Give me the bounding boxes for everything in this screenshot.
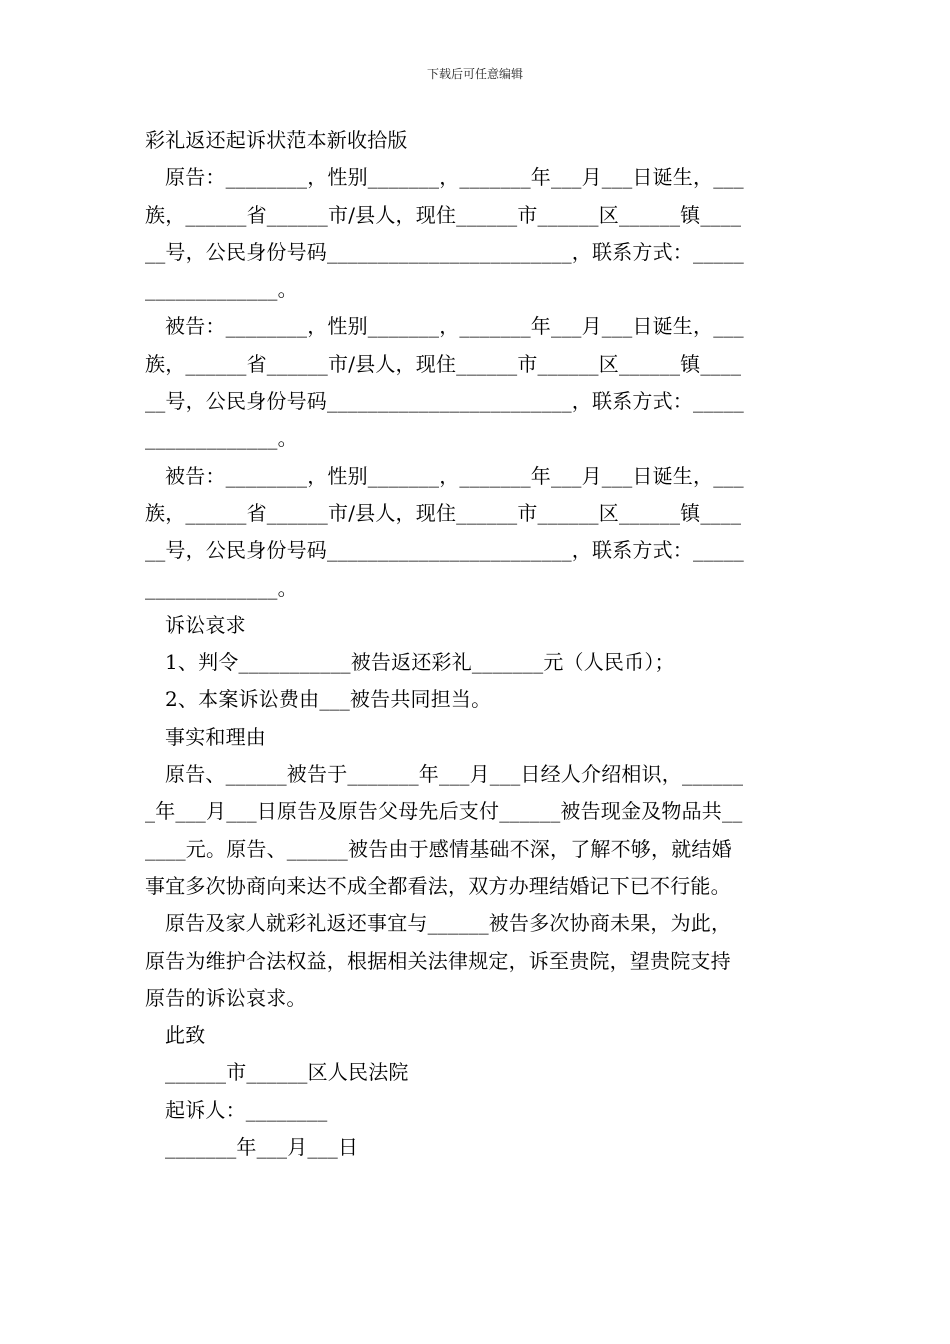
document-line: 诉讼哀求 — [165, 612, 246, 637]
document-line: 原告的诉讼哀求。 — [145, 985, 307, 1010]
document-line: ____元。原告、______被告由于感情基础不深，了解不够，就结婚 — [145, 836, 732, 861]
document-line: 族，______省______市/县人，现住______市______区______镇____ — [145, 351, 742, 376]
document-line: 族，______省______市/县人，现住______市______区______镇____ — [145, 500, 742, 525]
document-line: 2、本案诉讼费由___被告共同担当。 — [165, 687, 492, 712]
document-line: 原告为维护合法权益，根据相关法律规定，诉至贵院，望贵院支持 — [145, 948, 731, 973]
document-line: 事实和理由 — [165, 724, 266, 749]
document-line: _____________。 — [145, 575, 298, 600]
document-line: _____________。 — [145, 426, 298, 451]
document-line: 原告、______被告于_______年___月___日经人介绍相识，______ — [165, 762, 744, 787]
document-body — [145, 122, 807, 1166]
document-lines — [145, 159, 807, 1166]
document-line: ______市______区人民法院 — [165, 1060, 409, 1085]
document-title: 彩礼返还起诉状范本新收拾版 — [145, 128, 408, 152]
document-line: 1、判令___________被告返还彩礼_______元（人民币）； — [165, 650, 675, 675]
document-line: __号，公民身份号码________________________，联系方式：_____ — [145, 239, 744, 264]
document-line: 此致 — [165, 1023, 206, 1048]
document-line: 原告：________，性别_______，_______年___月___日诞生，___ — [165, 165, 744, 190]
document-line: __号，公民身份号码________________________，联系方式：_____ — [145, 389, 744, 414]
document-line: __号，公民身份号码________________________，联系方式：_____ — [145, 538, 744, 563]
document-line: 起诉人：________ — [165, 1097, 328, 1122]
document-line: _年___月___日原告及原告父母先后支付______被告现金及物品共__ — [145, 799, 743, 824]
document-line: 原告及家人就彩礼返还事宜与______被告多次协商未果，为此， — [165, 911, 732, 936]
document-line: 被告：________，性别_______，_______年___月___日诞生，___ — [165, 463, 744, 488]
document-line: 事宜多次协商向来达不成全都看法，双方办理结婚记下已不行能。 — [145, 873, 731, 898]
document-line: _______年___月___日 — [165, 1135, 359, 1160]
page-header: 下载后可任意编辑 — [426, 67, 523, 81]
document-line: 族，______省______市/县人，现住______市______区______镇____ — [145, 202, 742, 227]
document-line: 被告：________，性别_______，_______年___月___日诞生，___ — [165, 314, 744, 339]
document-line: _____________。 — [145, 277, 298, 302]
